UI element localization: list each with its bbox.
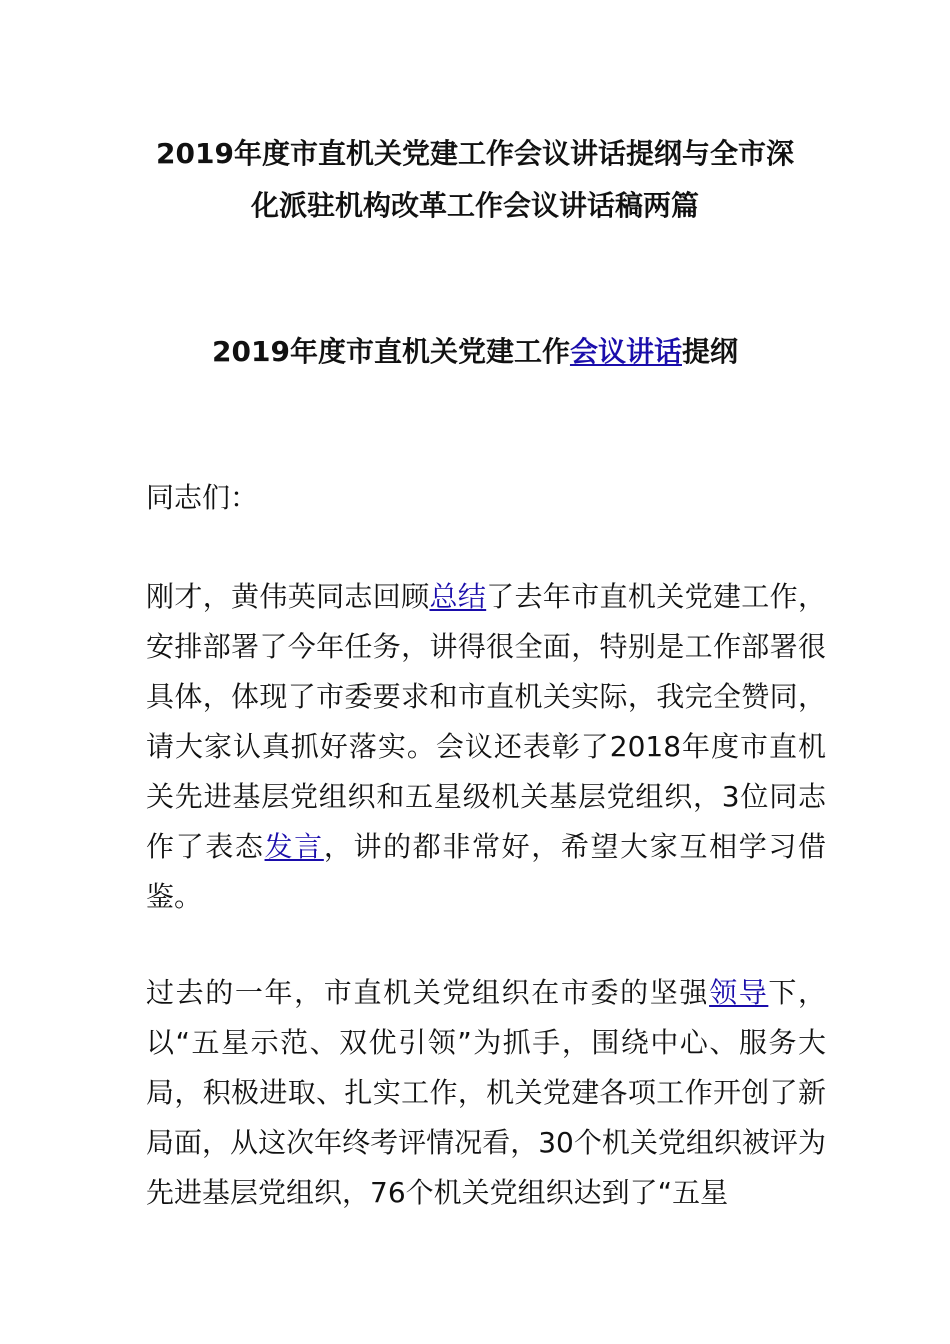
section-title-text-before: 2019年度市直机关党建工作 (212, 335, 570, 368)
paragraph-2 (146, 968, 826, 1218)
paragraph-1-link-summary[interactable]: 总结 (429, 580, 487, 613)
paragraph-1 (146, 572, 826, 922)
paragraph-2-link-leadership[interactable]: 领导 (709, 976, 769, 1009)
paragraph-1-text-3: ，讲的都非常好，希望大家互相学习借鉴。 (146, 830, 826, 913)
greeting: 同志们： (146, 481, 259, 514)
document-title (120, 128, 830, 232)
document-title-line-1: 2019年度市直机关党建工作会议讲话提纲与全市深 (156, 137, 794, 170)
section-title-link[interactable]: 会议讲话 (569, 335, 682, 368)
paragraph-1-text-2: 了去年市直机关党建工作，安排部署了今年任务，讲得很全面，特别是工作部署很具体，体现了市委要求和市直机关实际，我完全赞同，请大家认真抓好落实。会议还表彰了2018年度市直机关先进基层党组织和五星级机关基层党组织，3位同志作了表态 (146, 580, 826, 863)
paragraph-1-link-speech[interactable]: 发言 (264, 830, 324, 863)
section-title (120, 326, 830, 378)
paragraph-2-text-1: 过去的一年，市直机关党组织在市委的坚强 (146, 976, 710, 1009)
paragraph-1-text-1: 刚才，黄伟英同志回顾 (146, 580, 430, 613)
section-title-text-after: 提纲 (681, 335, 738, 368)
document-title-line-2: 化派驻机构改革工作会议讲话稿两篇 (250, 189, 699, 222)
paragraph-2-text-2: 下，以“五星示范、双优引领”为抓手，围绕中心、服务大局，积极进取、扎实工作，机关党建各项工作开创了新局面，从这次年终考评情况看，30个机关党组织被评为先进基层党组织，76个机关党组织达到了“五星 (146, 976, 826, 1209)
